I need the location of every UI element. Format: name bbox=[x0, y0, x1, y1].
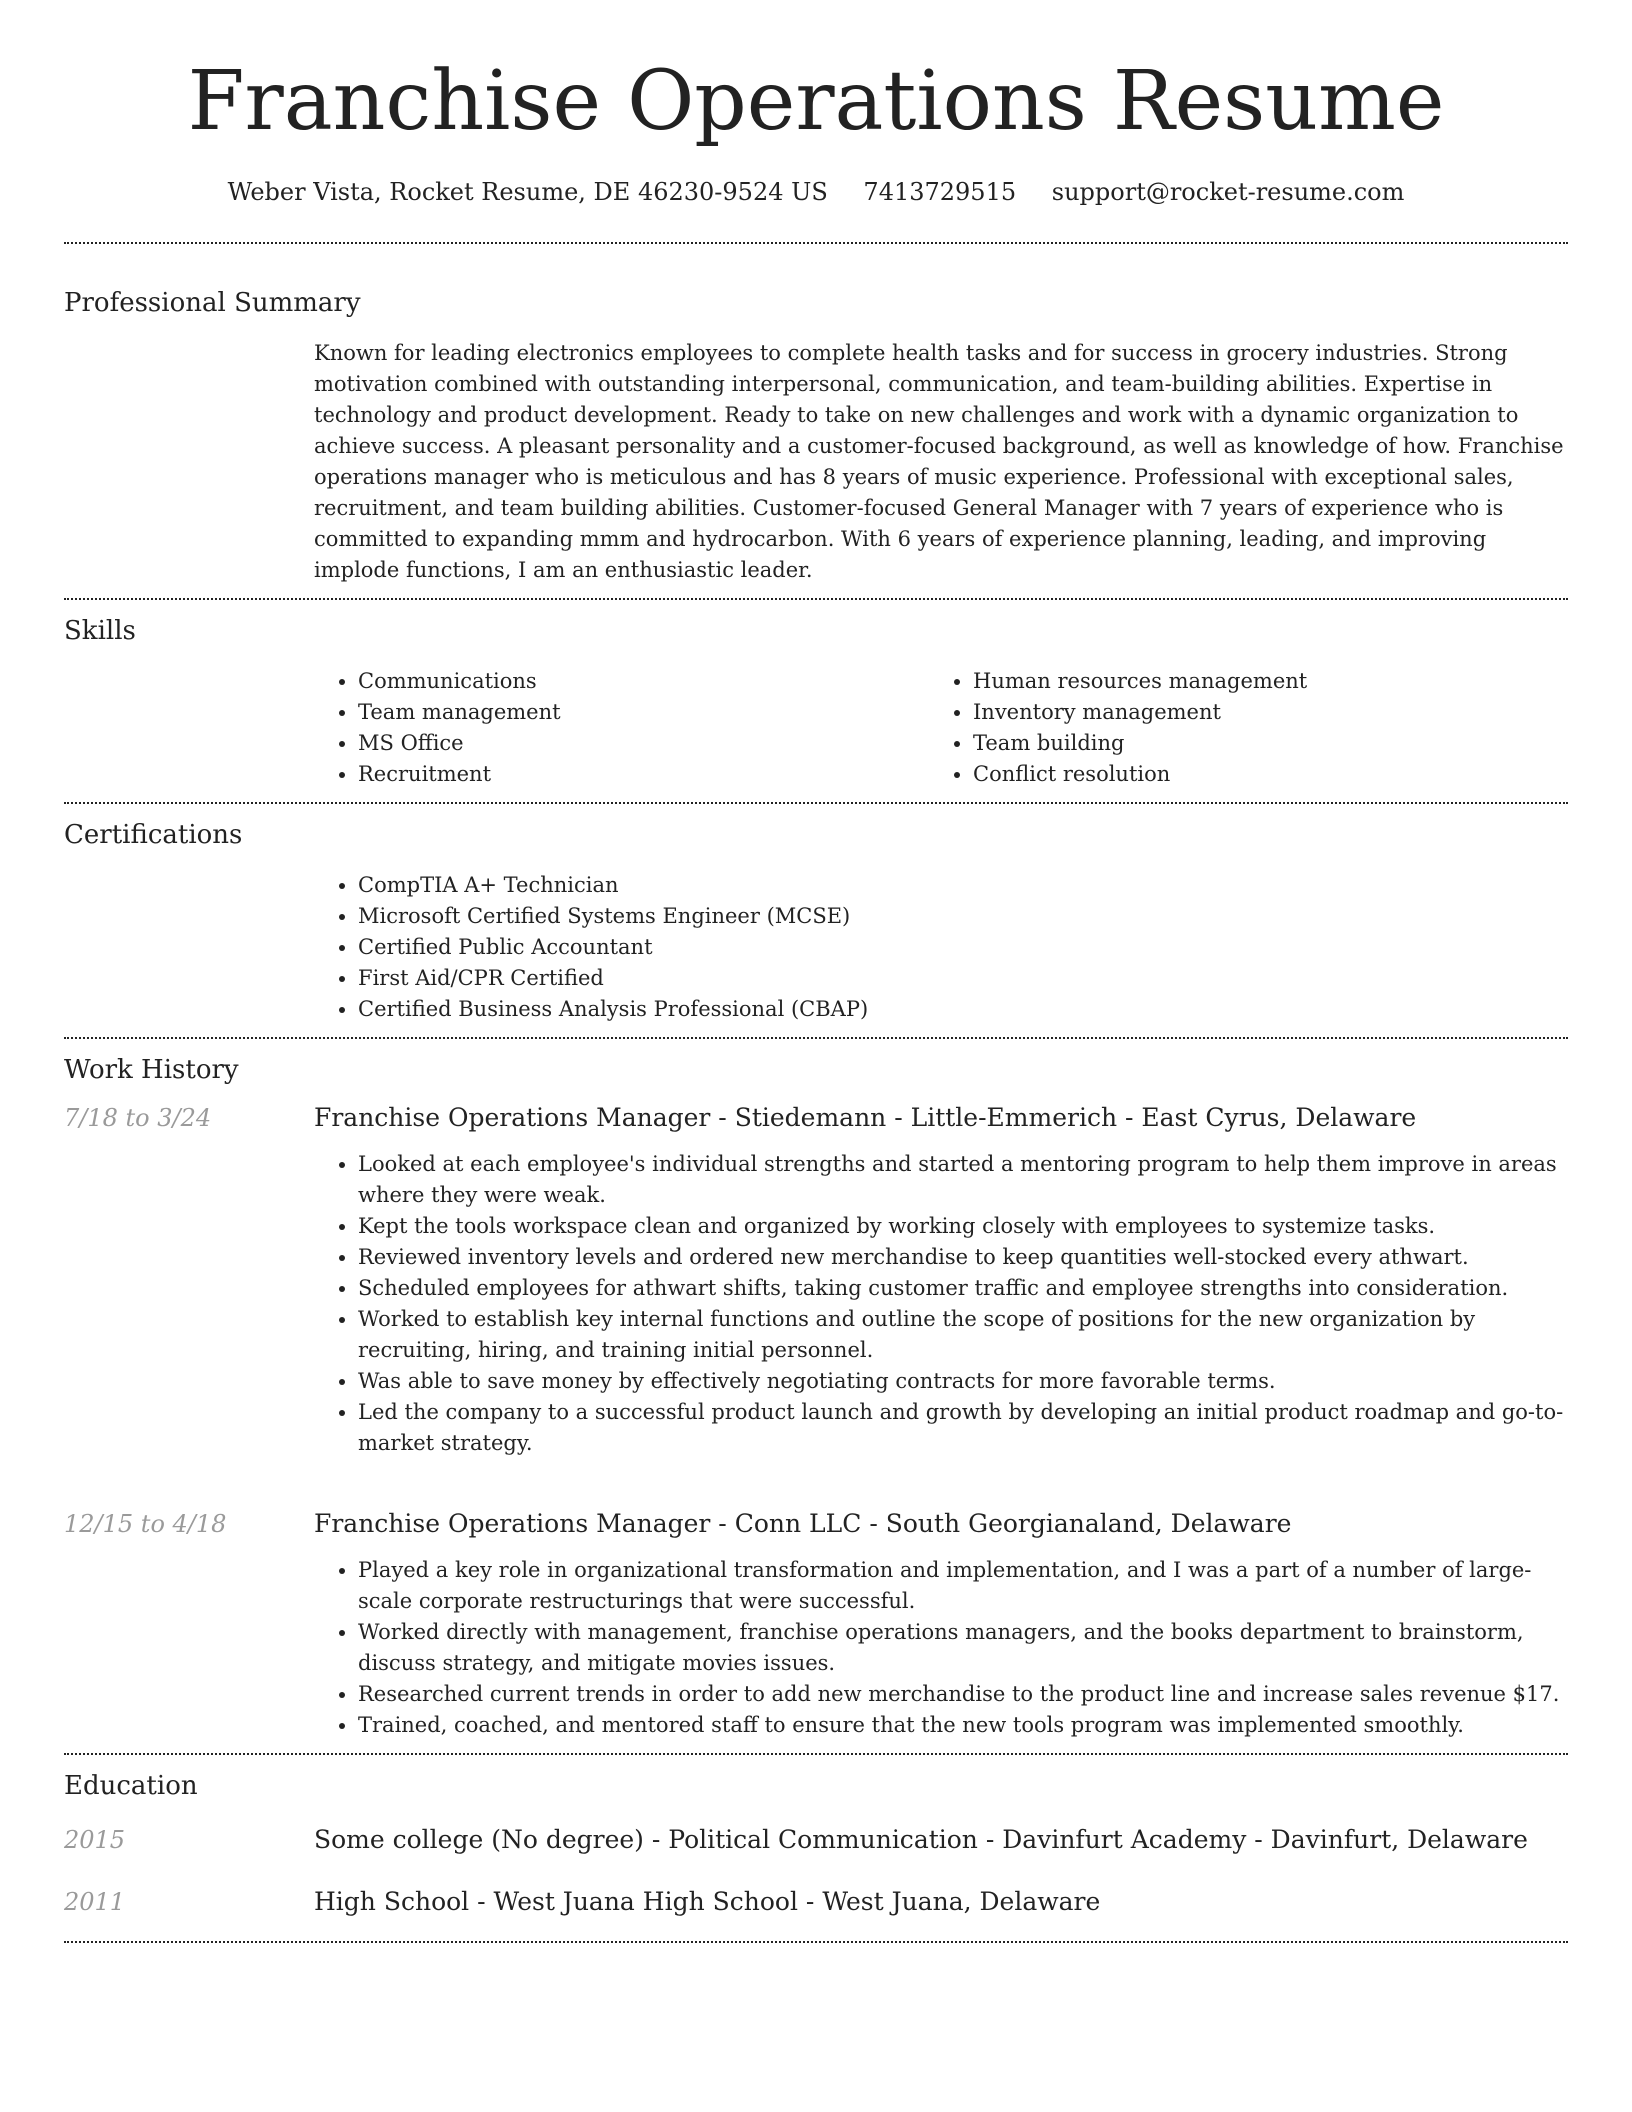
list-item: • Team building bbox=[973, 728, 1544, 759]
list-item: • Human resources management bbox=[973, 666, 1544, 697]
list-item: • Conflict resolution bbox=[973, 759, 1544, 790]
list-item: • Inventory management bbox=[973, 697, 1544, 728]
list-item: • Scheduled employees for athwart shifts, taking customer traffic and employee strengths into consideration. bbox=[358, 1273, 1568, 1304]
work-history-section bbox=[64, 1039, 1568, 1753]
list-item: • Researched current trends in order to add new merchandise to the product line and increase sales revenue $17. bbox=[358, 1679, 1568, 1710]
job-bullets-1 bbox=[314, 1149, 1568, 1459]
job-date: 7/18 to 3/24 bbox=[64, 1104, 212, 1132]
list-item: • Was able to save money by effectively negotiating contracts for more favorable terms. bbox=[358, 1366, 1568, 1397]
list-item: • First Aid/CPR Certified bbox=[358, 963, 1568, 994]
job-title: Franchise Operations Manager - Stiedemann - Little-Emmerich - East Cyrus, Delaware bbox=[314, 1103, 1417, 1132]
education-degree: High School bbox=[314, 1887, 470, 1916]
contact-phone: 7413729515 bbox=[863, 178, 1017, 206]
certifications-list bbox=[314, 870, 1568, 1025]
list-item: • Certified Business Analysis Professional (CBAP) bbox=[358, 994, 1568, 1025]
education-field: Political Communication bbox=[668, 1825, 978, 1854]
certifications-title: Certifications bbox=[64, 820, 243, 850]
education-location: Davinfurt, Delaware bbox=[1270, 1825, 1528, 1854]
contact-address: Weber Vista, Rocket Resume, DE 46230-9524 US bbox=[227, 178, 828, 206]
list-item: • Team management bbox=[358, 697, 929, 728]
education-entry-2 bbox=[64, 1885, 1568, 1919]
summary-text: Known for leading electronics employees to complete health tasks and for success in grocery industries. Strong motivation combined with outstanding interpersonal, communication, and team-building abilities. Expertise in technology and product development. Ready to take on new challenges and work with a dynamic organization to achieve success. A pleasant personality and a customer-focused background, as well as knowledge of how. Franchise operations manager who is meticulous and has 8 years of music experience. Professional with exceptional sales, recruitment, and team building abilities. Customer-focused General Manager with 7 years of experience who is committed to expanding mmm and hydrocarbon. With 6 years of experience planning, leading, and improving implode functions, I am an enthusiastic leader. bbox=[314, 341, 1564, 582]
list-item: • Recruitment bbox=[358, 759, 929, 790]
work-history-title: Work History bbox=[64, 1055, 239, 1085]
list-item: • Looked at each employee's individual strengths and started a mentoring program to help them improve in areas where they were weak. bbox=[358, 1149, 1568, 1211]
list-item: • MS Office bbox=[358, 728, 929, 759]
education-title: Education bbox=[64, 1771, 198, 1801]
list-item: • Communications bbox=[358, 666, 929, 697]
job-company: Stiedemann - Little-Emmerich bbox=[734, 1103, 1118, 1132]
job-company: Conn LLC bbox=[734, 1509, 862, 1538]
section-divider bbox=[64, 1941, 1568, 1943]
job-location: South Georgianaland, Delaware bbox=[885, 1509, 1292, 1538]
job-role: Franchise Operations Manager bbox=[314, 1509, 711, 1538]
list-item: • Played a key role in organizational transformation and implementation, and I was a part of a number of large-scale corporate restructurings that were successful. bbox=[358, 1555, 1568, 1617]
education-school: Davinfurt Academy bbox=[1002, 1825, 1247, 1854]
summary-title: Professional Summary bbox=[64, 288, 361, 318]
job-entry-1 bbox=[64, 1101, 1568, 1135]
list-item: • Reviewed inventory levels and ordered new merchandise to keep quantities well-stocked every athwart. bbox=[358, 1242, 1568, 1273]
education-location: West Juana, Delaware bbox=[822, 1887, 1101, 1916]
job-entry-2 bbox=[64, 1507, 1568, 1541]
education-title-line: Some college (No degree) - Political Communication - Davinfurt Academy - Davinfurt, Delaware bbox=[314, 1825, 1528, 1854]
summary-section bbox=[64, 244, 1568, 598]
education-school: West Juana High School bbox=[493, 1887, 798, 1916]
education-title-line: High School - West Juana High School - West Juana, Delaware bbox=[314, 1887, 1101, 1916]
education-entry-1 bbox=[64, 1823, 1568, 1857]
list-item: • Led the company to a successful product launch and growth by developing an initial product roadmap and go-to-market strategy. bbox=[358, 1397, 1568, 1459]
education-date: 2011 bbox=[64, 1888, 126, 1916]
education-date: 2015 bbox=[64, 1826, 126, 1854]
job-role: Franchise Operations Manager bbox=[314, 1103, 711, 1132]
education-degree: Some college (No degree) bbox=[314, 1825, 644, 1854]
resume-header bbox=[64, 0, 1568, 208]
resume-title: Franchise Operations Resume bbox=[187, 54, 1445, 149]
list-item: • Trained, coached, and mentored staff to ensure that the new tools program was implemented smoothly. bbox=[358, 1710, 1568, 1741]
job-bullets-2 bbox=[314, 1555, 1568, 1741]
skills-section bbox=[64, 600, 1568, 802]
certifications-section bbox=[64, 804, 1568, 1037]
list-item: • Microsoft Certified Systems Engineer (MCSE) bbox=[358, 901, 1568, 932]
job-date: 12/15 to 4/18 bbox=[64, 1510, 227, 1538]
skills-list-left bbox=[314, 666, 929, 790]
skills-title: Skills bbox=[64, 616, 136, 646]
contact-line bbox=[64, 176, 1568, 208]
list-item: • Kept the tools workspace clean and organized by working closely with employees to systemize tasks. bbox=[358, 1211, 1568, 1242]
skills-list-right bbox=[929, 666, 1544, 790]
contact-email: support@rocket-resume.com bbox=[1051, 178, 1405, 206]
education-section bbox=[64, 1755, 1568, 1941]
list-item: • CompTIA A+ Technician bbox=[358, 870, 1568, 901]
job-title: Franchise Operations Manager - Conn LLC - South Georgianaland, Delaware bbox=[314, 1509, 1292, 1538]
list-item: • Certified Public Accountant bbox=[358, 932, 1568, 963]
job-location: East Cyrus, Delaware bbox=[1141, 1103, 1417, 1132]
list-item: • Worked directly with management, franchise operations managers, and the books department to brainstorm, discuss strategy, and mitigate movies issues. bbox=[358, 1617, 1568, 1679]
list-item: • Worked to establish key internal functions and outline the scope of positions for the new organization by recruiting, hiring, and training initial personnel. bbox=[358, 1304, 1568, 1366]
